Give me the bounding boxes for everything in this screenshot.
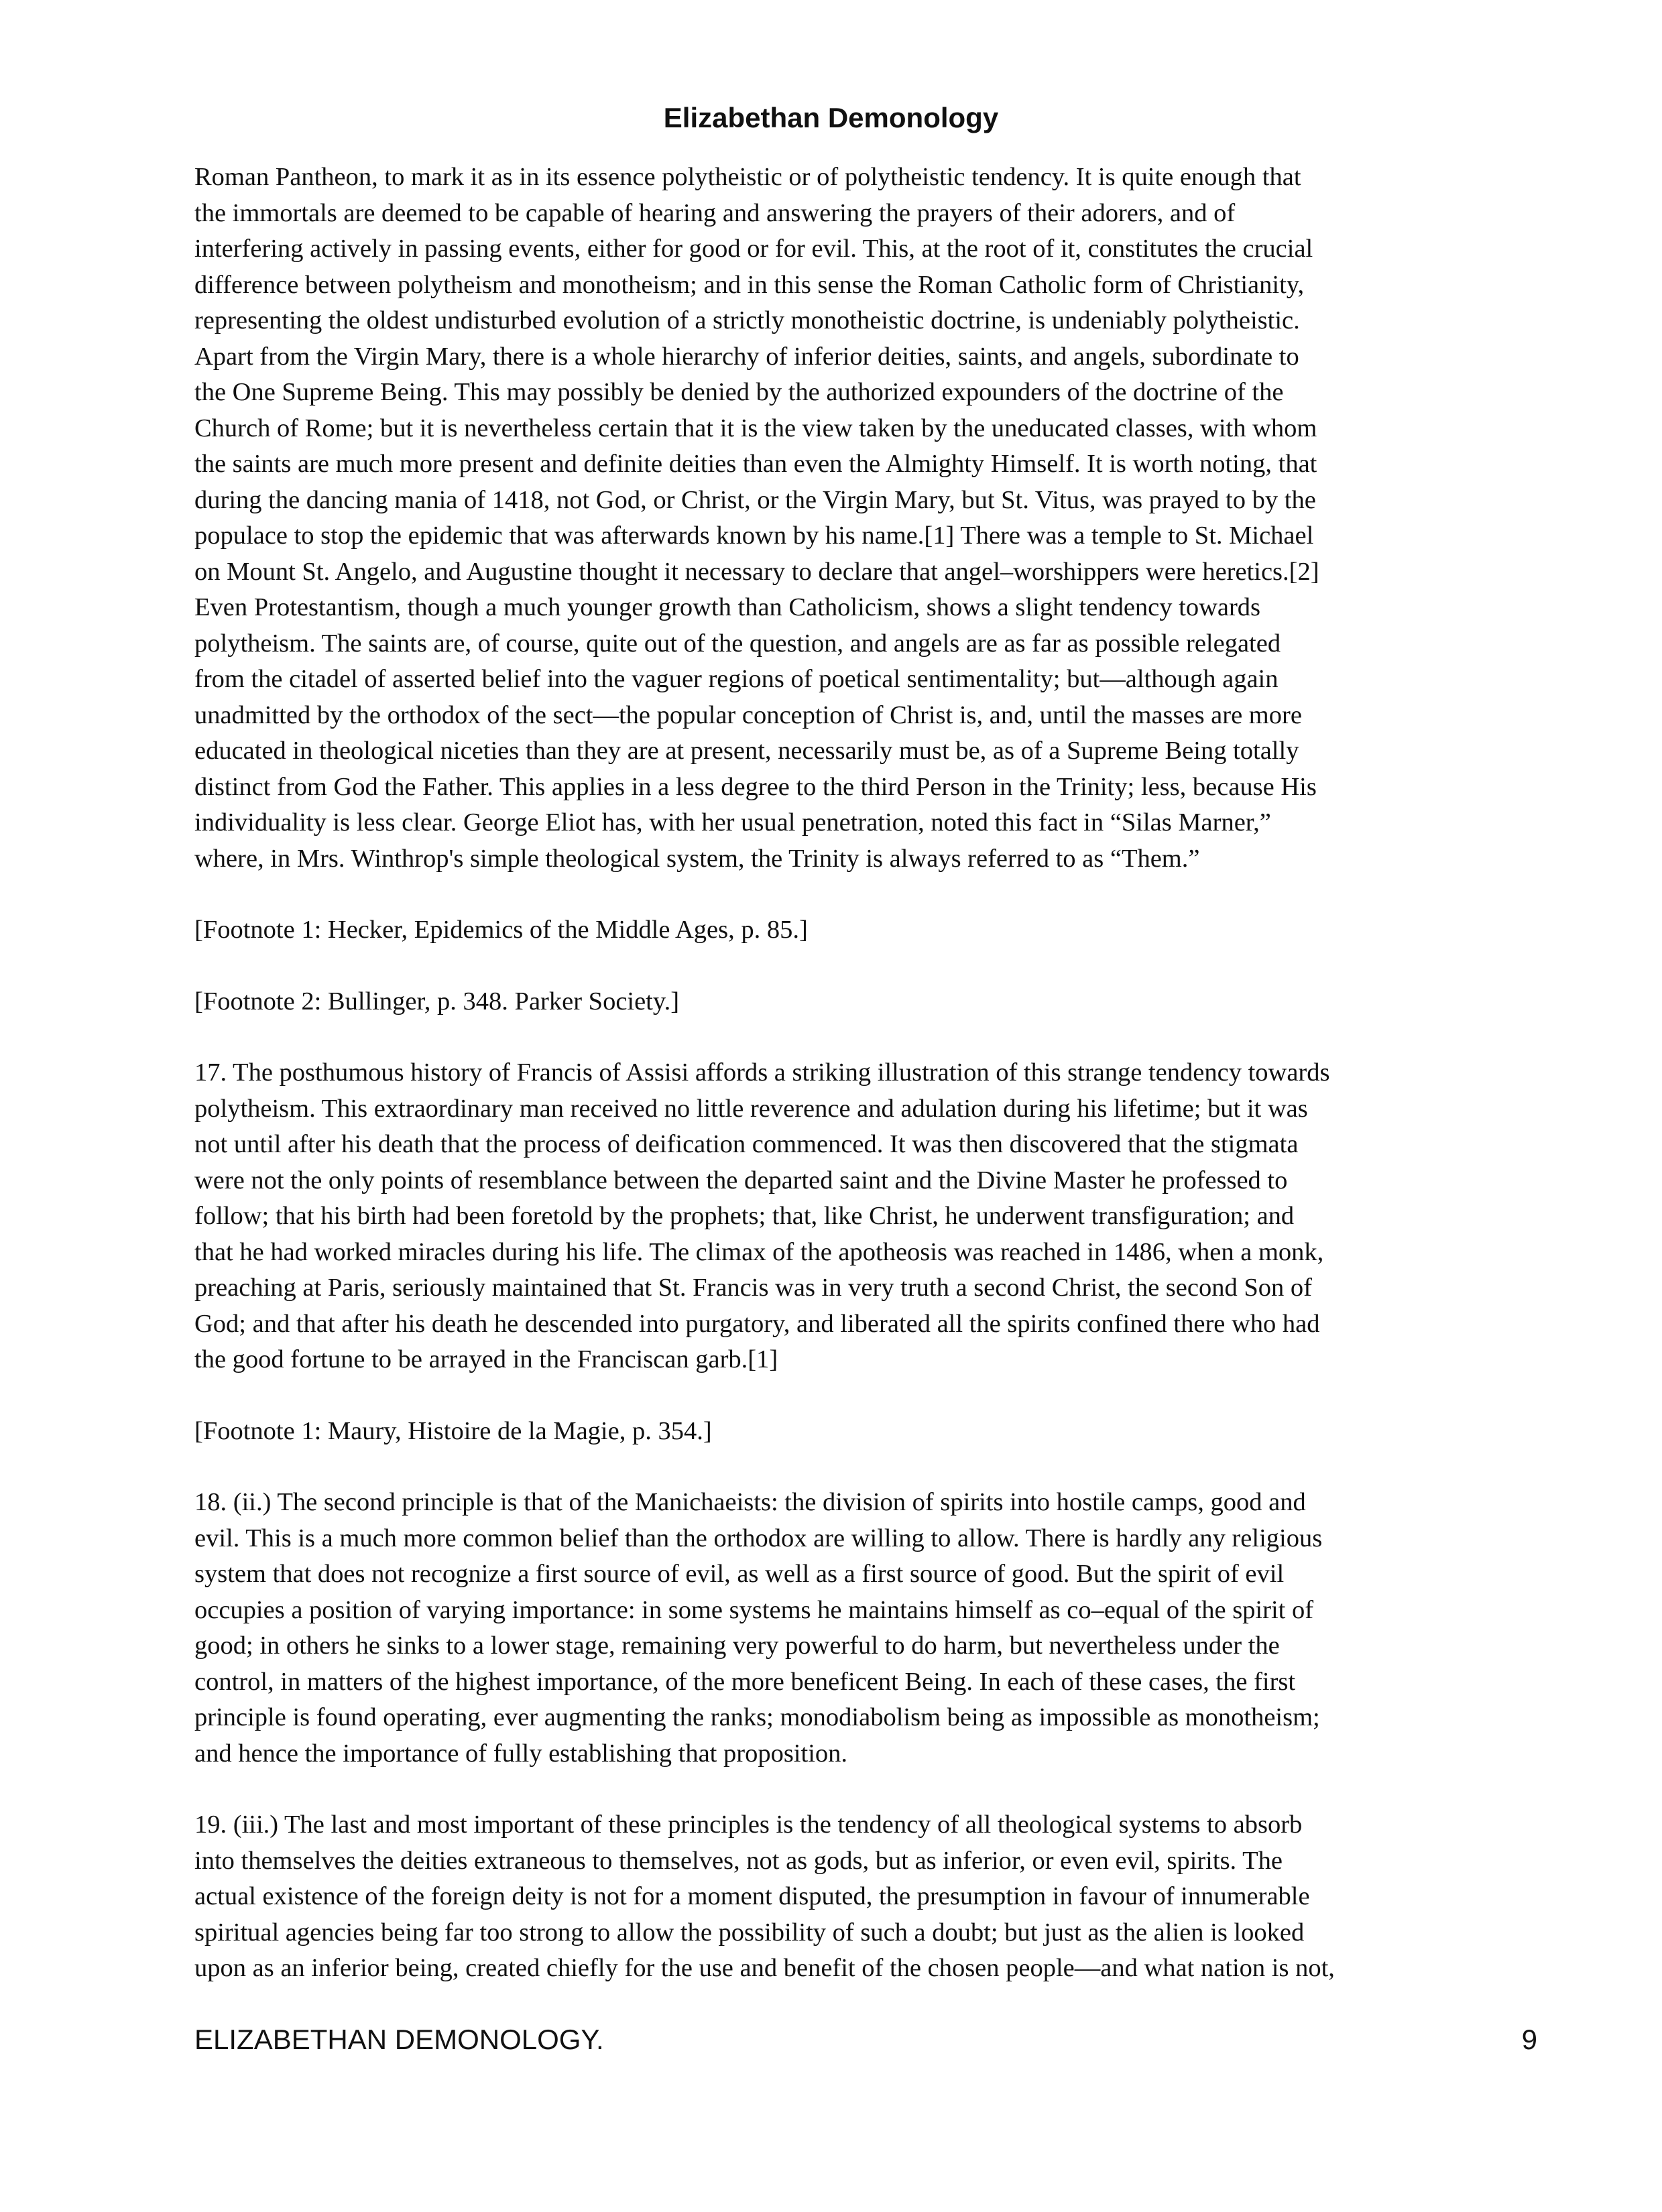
- paragraph-17: [194, 1055, 1522, 1378]
- text-line: polytheism. This extraordinary man received no little reverence and adulation during his lifetime; but it was: [194, 1094, 1308, 1123]
- text-line: polytheism. The saints are, of course, quite out of the question, and angels are as far as possible relegated: [194, 629, 1281, 658]
- body-text: [194, 160, 1522, 2022]
- text-line: representing the oldest undisturbed evolution of a strictly monotheistic doctrine, is undeniably polytheistic.: [194, 306, 1300, 334]
- text-line: individuality is less clear. George Eliot has, with her usual penetration, noted this fact in “Silas Marner,”: [194, 808, 1271, 837]
- text-line: 19. (iii.) The last and most important of these principles is the tendency of all theological systems to absorb: [194, 1810, 1303, 1839]
- paragraph-18: [194, 1485, 1522, 1772]
- text-line: the good fortune to be arrayed in the Franciscan garb.[1]: [194, 1345, 778, 1373]
- text-line: God; and that after his death he descended into purgatory, and liberated all the spirits confined there who had: [194, 1309, 1320, 1338]
- text-line: were not the only points of resemblance between the departed saint and the Divine Master he professed to: [194, 1166, 1288, 1194]
- text-line: [Footnote 2: Bullinger, p. 348. Parker Society.]: [194, 987, 680, 1016]
- text-line: difference between polytheism and monotheism; and in this sense the Roman Catholic form of Christianity,: [194, 270, 1305, 299]
- text-line: actual existence of the foreign deity is not for a moment disputed, the presumption in favour of innumerable: [194, 1882, 1310, 1910]
- running-title: Elizabethan Demonology: [663, 102, 999, 133]
- text-line: on Mount St. Angelo, and Augustine thought it necessary to declare that angel–worshippers were heretics.[2]: [194, 557, 1319, 586]
- text-line: during the dancing mania of 1418, not God, or Christ, or the Virgin Mary, but St. Vitus, was prayed to by the: [194, 485, 1316, 514]
- footnote-maury: [194, 1414, 1522, 1450]
- text-line: not until after his death that the process of deification commenced. It was then discovered that the stigmata: [194, 1130, 1299, 1158]
- text-line: Roman Pantheon, to mark it as in its essence polytheistic or of polytheistic tendency. It is quite enough that: [194, 163, 1301, 191]
- text-line: Even Protestantism, though a much younger growth than Catholicism, shows a slight tendency towards: [194, 593, 1261, 621]
- text-line: spiritual agencies being far too strong to allow the possibility of such a doubt; but just as the alien is looked: [194, 1918, 1305, 1947]
- text-line: control, in matters of the highest importance, of the more beneficent Being. In each of these cases, the first: [194, 1667, 1296, 1696]
- text-line: occupies a position of varying importance: in some systems he maintains himself as co–equal of the spirit of: [194, 1595, 1314, 1624]
- paragraph-16-continued: [194, 160, 1522, 877]
- footnote-bullinger: [194, 984, 1522, 1020]
- text-line: system that does not recognize a first source of evil, as well as a first source of good. But the spirit of evil: [194, 1560, 1285, 1588]
- text-line: principle is found operating, ever augmenting the ranks; monodiabolism being as impossible as monotheism;: [194, 1703, 1320, 1731]
- text-line: and hence the importance of fully establishing that proposition.: [194, 1739, 848, 1768]
- text-line: from the citadel of asserted belief into the vaguer regions of poetical sentimentality; but—although again: [194, 665, 1279, 693]
- paragraph-19: [194, 1807, 1522, 1987]
- footnote-hecker: [194, 912, 1522, 948]
- text-line: the One Supreme Being. This may possibly be denied by the authorized expounders of the doctrine of the: [194, 378, 1284, 406]
- text-line: populace to stop the epidemic that was afterwards known by his name.[1] There was a temple to St. Michael: [194, 521, 1314, 550]
- text-line: unadmitted by the orthodox of the sect—the popular conception of Christ is, and, until the masses are more: [194, 700, 1302, 729]
- text-line: Church of Rome; but it is nevertheless certain that it is the view taken by the uneducated classes, with whom: [194, 414, 1317, 442]
- text-line: the immortals are deemed to be capable of hearing and answering the prayers of their adorers, and of: [194, 198, 1236, 227]
- text-line: distinct from God the Father. This applies in a less degree to the third Person in the Trinity; less, because His: [194, 772, 1317, 801]
- text-line: upon as an inferior being, created chiefly for the use and benefit of the chosen people—and what nation is not,: [194, 1954, 1335, 1982]
- text-line: [Footnote 1: Maury, Histoire de la Magie, p. 354.]: [194, 1416, 712, 1445]
- text-line: where, in Mrs. Winthrop's simple theological system, the Trinity is always referred to as “Them.”: [194, 844, 1200, 873]
- text-line: educated in theological niceties than they are at present, necessarily must be, as of a Supreme Being totally: [194, 737, 1299, 765]
- text-line: Apart from the Virgin Mary, there is a whole hierarchy of inferior deities, saints, and angels, subordinate to: [194, 342, 1299, 371]
- page-number: 9: [1521, 2024, 1537, 2055]
- text-line: good; in others he sinks to a lower stage, remaining very powerful to do harm, but nevertheless under the: [194, 1632, 1280, 1660]
- footer-book-title: ELIZABETHAN DEMONOLOGY.: [194, 2024, 604, 2055]
- text-line: that he had worked miracles during his life. The climax of the apotheosis was reached in 1486, when a monk,: [194, 1237, 1324, 1266]
- text-line: into themselves the deities extraneous to themselves, not as gods, but as inferior, or even evil, spirits. The: [194, 1846, 1283, 1875]
- text-line: 18. (ii.) The second principle is that of the Manichaeists: the division of spirits into hostile camps, good and: [194, 1488, 1306, 1516]
- text-line: the saints are much more present and definite deities than even the Almighty Himself. It is worth noting, that: [194, 450, 1317, 478]
- text-line: [Footnote 1: Hecker, Epidemics of the Middle Ages, p. 85.]: [194, 916, 808, 944]
- text-line: follow; that his birth had been foretold by the prophets; that, like Christ, he underwent transfiguration; and: [194, 1202, 1295, 1230]
- text-line: interfering actively in passing events, either for good or for evil. This, at the root of it, constitutes the crucial: [194, 235, 1313, 263]
- text-line: preaching at Paris, seriously maintained that St. Francis was in very truth a second Christ, the second Son of: [194, 1274, 1312, 1302]
- text-line: evil. This is a much more common belief than the orthodox are willing to allow. There is hardly any religious: [194, 1524, 1323, 1552]
- text-line: 17. The posthumous history of Francis of Assisi affords a striking illustration of this strange tendency towards: [194, 1058, 1330, 1087]
